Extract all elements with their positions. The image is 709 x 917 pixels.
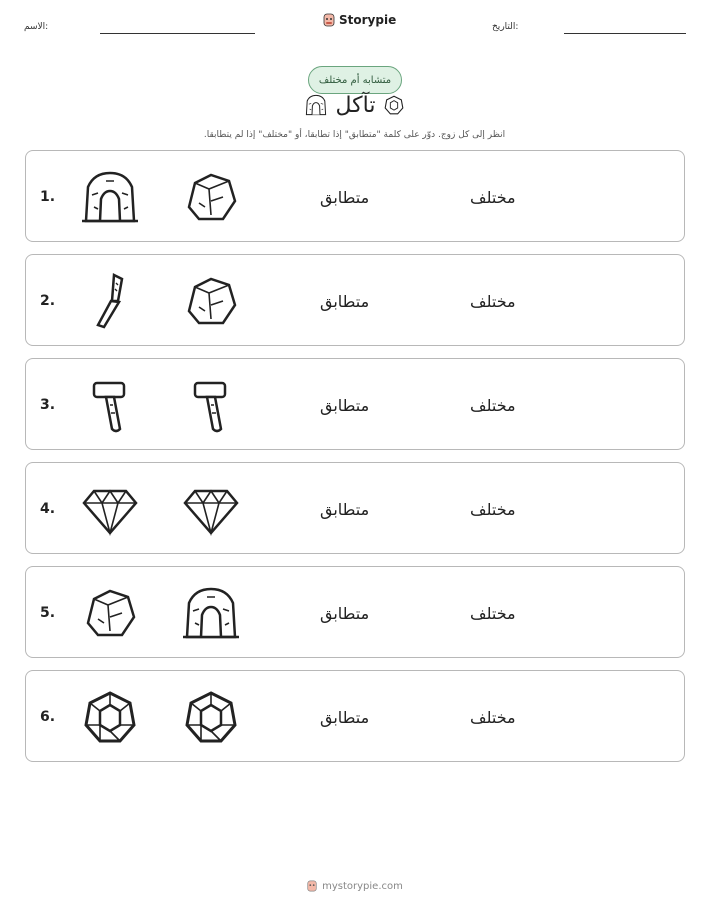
worksheet-type-tag: متشابه أم مختلف — [308, 66, 402, 94]
left-picture — [78, 477, 142, 541]
option-same[interactable]: متطابق — [320, 187, 370, 207]
rock-icon — [181, 271, 241, 331]
name-label: الاسم: — [24, 22, 49, 32]
brand-name: Storypie — [339, 13, 397, 27]
pair-row — [25, 566, 685, 658]
storypie-mascot-icon — [306, 880, 318, 892]
gem-icon — [80, 687, 140, 747]
pair-row — [25, 670, 685, 762]
rock-arch-icon — [181, 583, 241, 643]
option-different[interactable]: مختلف — [470, 707, 516, 727]
date-line[interactable] — [564, 33, 686, 34]
diamond-icon — [181, 479, 241, 539]
pair-row — [25, 254, 685, 346]
hammer-icon — [181, 375, 241, 435]
gem-icon — [181, 687, 241, 747]
option-same[interactable]: متطابق — [320, 499, 370, 519]
right-picture — [179, 685, 243, 749]
option-same[interactable]: متطابق — [320, 395, 370, 415]
option-same[interactable]: متطابق — [320, 603, 370, 623]
row-number: 4. — [40, 501, 56, 517]
left-picture — [78, 685, 142, 749]
left-picture — [78, 373, 142, 437]
row-number: 2. — [40, 293, 56, 309]
row-number: 5. — [40, 605, 56, 621]
rock-arch-icon — [304, 92, 328, 118]
instructions: انظر إلى كل زوج. دوّر على كلمة "متطابق" إذا تطابقا، أو "مختلف" إذا لم يتطابقا. — [203, 130, 506, 140]
name-line[interactable] — [100, 33, 255, 34]
pair-row — [25, 358, 685, 450]
chisel-icon — [80, 271, 140, 331]
right-picture — [179, 269, 243, 333]
diamond-icon — [80, 479, 140, 539]
gem-icon — [383, 94, 405, 116]
option-different[interactable]: مختلف — [470, 395, 516, 415]
date-label: التاريخ: — [492, 22, 519, 32]
page-title: تآكل — [335, 92, 376, 118]
left-picture — [78, 269, 142, 333]
option-different[interactable]: مختلف — [470, 291, 516, 311]
right-picture — [179, 373, 243, 437]
right-picture — [179, 581, 243, 645]
pair-row — [25, 462, 685, 554]
row-number: 6. — [40, 709, 56, 725]
row-number: 1. — [40, 189, 56, 205]
rock-arch-icon — [80, 167, 140, 227]
title-row — [0, 92, 709, 118]
option-different[interactable]: مختلف — [470, 187, 516, 207]
option-different[interactable]: مختلف — [470, 499, 516, 519]
rock-icon — [181, 167, 241, 227]
option-same[interactable]: متطابق — [320, 291, 370, 311]
option-different[interactable]: مختلف — [470, 603, 516, 623]
hammer-icon — [80, 375, 140, 435]
rock-icon — [80, 583, 140, 643]
left-picture — [78, 165, 142, 229]
row-number: 3. — [40, 397, 56, 413]
option-same[interactable]: متطابق — [320, 707, 370, 727]
storypie-mascot-icon — [322, 13, 336, 27]
footer-url[interactable]: mystorypie.com — [322, 880, 403, 892]
right-picture — [179, 165, 243, 229]
pair-row — [25, 150, 685, 242]
footer — [0, 880, 709, 892]
brand-logo — [322, 13, 396, 27]
right-picture — [179, 477, 243, 541]
left-picture — [78, 581, 142, 645]
